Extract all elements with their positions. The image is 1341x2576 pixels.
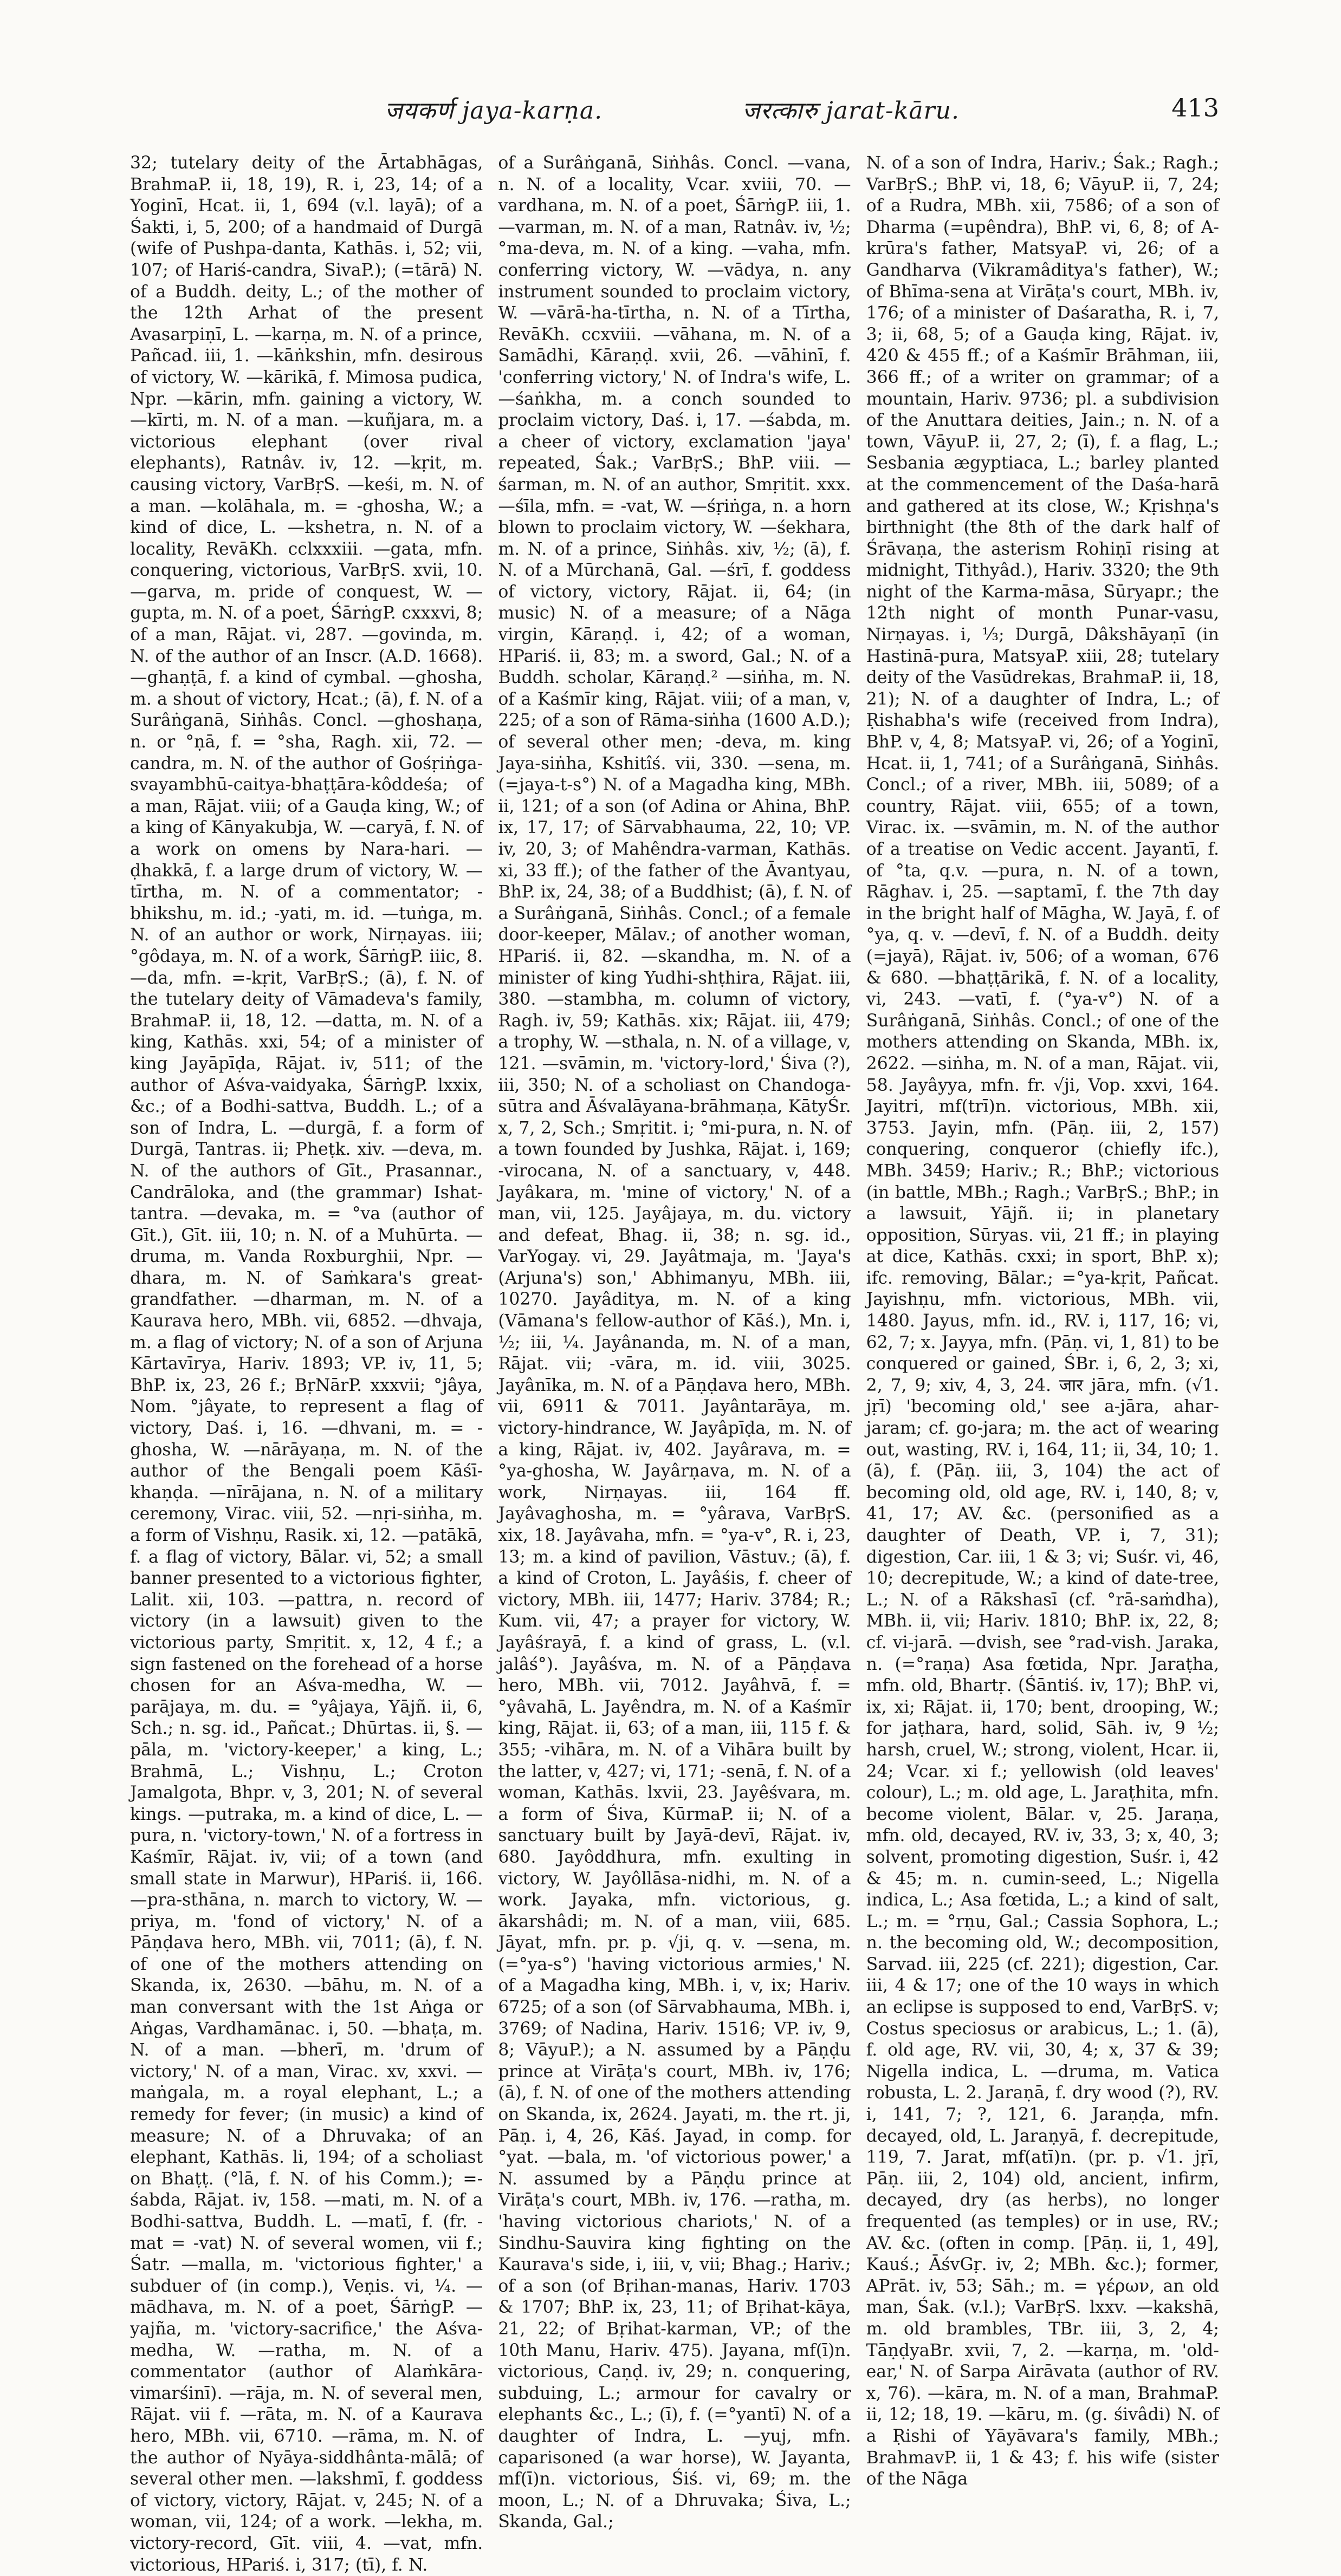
column-text: of a Surâṅganā, Siṅhâs. Concl. —vana, n. N. of a locality, Vcar. xviii, 70. —vardhana, m. N. of a poet, ŚārṅgP. iii, 1. —varman, m. N. of a man, Ratnâv. iv, ½; °ma-deva, m. N. of a king. —vaha, mfn. conferring victory, W. —vādya, n. any instrument sounded to proclaim victory, W. —vārā-ha-tīrtha, n. N. of a Tīrtha, RevāKh. ccxviii. —vāhana, m. N. of a Samādhi, Kāraṇḍ. xvii, 26. —vāhinī, f. 'conferring victory,' N. of Indra's wife, L. —śaṅkha, m. a conch sounded to proclaim victory, Daś. i, 17. —śabda, m. a cheer of victory, exclamation 'jaya' repeated, Śak.; VarBṛS.; BhP. viii. —śarman, m. N. of an author, Smṛitit. xxx. —śīla, mfn. = -vat, W. —śṛiṅga, n. a horn blown to proclaim victory, W. —śekhara, m. N. of a prince, Siṅhâs. xiv, ½; (ā), f. N. of a Mūrchanā, Gal. —śrī, f. goddess of victory, victory, Rājat. ii, 64; (in music) N. of a measure; of a Nāga virgin, Kāraṇḍ. i, 42; of a woman, HPariś. ii, 83; m. a sword, Gal.; N. of a Buddh. scholar, Kāraṇḍ.² —siṅha, m. N. of a Kaśmīr king, Rājat. viii; of a man, v, 225; of a son of Rāma-siṅha (1600 A.D.); of several other men; -deva, m. king Jaya-siṅha, Kshitîś. vii, 330. —sena, m. (=jaya-t-s°) N. of a Magadha king, MBh. ii, 121; of a son (of Adina or Ahina, BhP. ix, 17, 17; of Sārvabhauma, 22, 10; VP. iv, 20, 3; of Mahêndra-varman, Kathās. xi, 33 ff.); of the father of the Āvantyau, BhP. ix, 24, 38; of a Buddhist; (ā), f. N. of a Surâṅganā, Siṅhâs. Concl.; of a female door-keeper, Mālav.; of another woman, HPariś. ii, 82. —skandha, m. N. of a minister of king Yudhi-shṭhira, Rājat. iii, 380. —stambha, m. column of victory, Ragh. iv, 59; Kathās. xix; Rājat. iii, 479; a trophy, W. —sthala, n. N. of a village, v, 121. —svāmin, m. 'victory-lord,' Śiva (?), iii, 350; N. of a scholiast on Chandoga-sūtra and Āśvalāyana-brāhmaṇa, KātyŚr. x, 7, 2, Sch.; Smṛitit. i; °mi-pura, n. N. of a town founded by Jushka, Rājat. i, 169; -virocana, N. of a sanctuary, v, 448. Jayâkara, m. 'mine of victory,' N. of a man, vii, 125. Jayâjaya, m. du. victory and defeat, Bhag. ii, 38; n. sg. id., VarYogay. vi, 29. Jayâtmaja, m. 'Jaya's (Arjuna's) son,' Abhimanyu, MBh. iii, 10270. Jayâditya, m. N. of a king (Vāmana's fellow-author of Kāś.), Mn. i, ½; iii, ¼. Jayânanda, m. N. of a man, Rājat. vii; -vāra, m. id. viii, 3025. Jayânīka, m. N. of a Pāṇḍava hero, MBh. vii, 6911 & 7011. Jayântarāya, m. victory-hindrance, W. Jayâpīḍa, m. N. of a king, Rājat. iv, 402. Jayârava, m. = °ya-ghosha, W. Jayârṇava, m. N. of a work, Nirṇayas. iii, 164 ff. Jayâvaghosha, m. = °yârava, VarBṛS. xix, 18. Jayâvaha, mfn. = °ya-v°, R. i, 23, 13; m. a kind of pavilion, Vāstuv.; (ā), f. a kind of Croton, L. Jayâśis, f. cheer of victory, MBh. iii, 1477; Hariv. 3784; R.; Kum. vii, 47; a prayer for victory, W. Jayâśrayā, f. a kind of grass, L. (v.l. jalâś°). Jayâśva, m. N. of a Pāṇḍava hero, MBh. vii, 7012. Jayâhvā, f. = °yâvahā, L. Jayêndra, m. N. of a Kaśmīr king, Rājat. ii, 63; of a man, iii, 115 f. & 355; -vihāra, m. N. of a Vihāra built by the latter, v, 427; vi, 171; -senā, f. N. of a woman, Kathās. lxvii, 23. Jayêśvara, m. a form of Śiva, KūrmaP. ii; N. of a sanctuary built by Jayā-devī, Rājat. iv, 680. Jayôddhura, mfn. exulting in victory, W. Jayôllāsa-nidhi, m. N. of a work. Jayaka, mfn. victorious, g. ākarshâdi; m. N. of a man, viii, 685. Jāyat, mfn. pr. p. √ji, q. v. —sena, m. (=°ya-s°) 'having victorious armies,' N. of a Magadha king, MBh. i, v, ix; Hariv. 6725; of a son (of Sārvabhauma, MBh. i, 3769; of Nadina, Hariv. 1516; VP. iv, 9, 8; VāyuP.); a N. assumed by a Pāṇḍu prince at Virāṭa's court, MBh. iv, 176; (ā), f. N. of one of the mothers attending on Skanda, ix, 2624. Jayati, m. the rt. ji, Pāṇ. i, 4, 26, Kāś. Jayad, in comp. for °yat. —bala, m. 'of victorious power,' a N. assumed by a Pāṇḍu prince at Virāṭa's court, MBh. iv, 176. —ratha, m. 'having victorious chariots,' N. of a Sindhu-Sauvira king fighting on the Kaurava's side, i, iii, v, vii; Bhag.; Hariv.; of a son (of Bṛihan-manas, Hariv. 1703 & 1707; BhP. ix, 23, 11; of Bṛihat-kāya, 21, 22; of Bṛihat-karman, VP.; of the 10th Manu, Hariv. 475). Jayana, mf(ī)n. victorious, Caṇḍ. iv, 29; n. conquering, subduing, L.; armour for cavalry or elephants &c., L.; (ī), f. (=°yantī) N. of a daughter of Indra, L. —yuj, mfn. caparisoned (a war horse), W. Jayanta, mf(ī)n. victorious, Śiś. vi, 69; m. the moon, L.; N. of a Dhruvaka; Śiva, L.; Skanda, Gal.; [498,153,851,2532]
text-columns [130,153,1219,2575]
column-right [866,153,1219,2489]
column-left [130,153,483,2575]
page-number: 413 [1171,93,1219,122]
column-text: N. of a son of Indra, Hariv.; Śak.; Ragh.; VarBṛS.; BhP. vi, 18, 6; VāyuP. ii, 7, 24; of a Rudra, MBh. xii, 7586; of a son of Dharma (=upêndra), BhP. vi, 6, 8; of A-krūra's father, MatsyaP. vi, 26; of a Gandharva (Vikramâditya's father), W.; of Bhīma-sena at Virāṭa's court, MBh. iv, 176; of a minister of Daśaratha, R. i, 7, 3; ii, 68, 5; of a Gauḍa king, Rājat. iv, 420 & 455 ff.; of a Kaśmīr Brāhman, iii, 366 ff.; of a writer on grammar; of a mountain, Hariv. 9736; pl. a subdivision of the Anuttara deities, Jain.; n. N. of a town, VāyuP. ii, 27, 2; (ī), f. a flag, L.; Sesbania ægyptiaca, L.; barley planted at the commencement of the Daśa-harā and gathered at its close, W.; Kṛishṇa's birthnight (the 8th of the dark half of Śrāvaṇa, the asterism Rohiṇī rising at midnight, Tithyâd.), Hariv. 3320; the 9th night of the Karma-māsa, Sūryapr.; the 12th night of month Punar-vasu, Nirṇayas. i, ⅓; Durgā, Dâkshāyaṇī (in Hastinā-pura, MatsyaP. xiii, 28; tutelary deity of the Vasūdrekas, BrahmaP. ii, 18, 21); N. of a daughter of Indra, L.; of Ṛishabha's wife (received from Indra), BhP. v, 4, 8; MatsyaP. vi, 26; of a Yoginī, Hcat. ii, 1, 741; of a Surâṅganā, Siṅhâs. Concl.; of a river, MBh. iii, 5089; of a country, Rājat. viii, 655; of a town, Virac. ix. —svāmin, m. N. of the author of a treatise on Vedic accent. Jayantī, f. of °ta, q.v. —pura, n. N. of a town, Rāghav. i, 25. —saptamī, f. the 7th day in the bright half of Māgha, W. Jayā, f. of °ya, q. v. —devī, f. N. of a Buddh. deity (=jayā), Rājat. iv, 506; of a woman, 676 & 680. —bhaṭṭārikā, f. N. of a locality, vi, 243. —vatī, f. (°ya-v°) N. of a Surâṅganā, Siṅhâs. Concl.; of one of the mothers attending on Skanda, MBh. ix, 2622. —siṅha, m. N. of a man, Rājat. vii, 58. Jayâyya, mfn. fr. √ji, Vop. xxvi, 164. Jayitri, mf(trī)n. victorious, MBh. xii, 3753. Jayin, mfn. (Pāṇ. iii, 2, 157) conquering, conqueror (chiefly ifc.), MBh. 3459; Hariv.; R.; BhP.; victorious (in battle, MBh.; Ragh.; VarBṛS.; BhP.; in a lawsuit, Yājñ. ii; in planetary opposition, Sūryas. vii, 21 ff.; in playing at dice, Kathās. cxxi; in sport, BhP. x); ifc. removing, Bālar.; =°ya-kṛit, Pañcat. Jayishṇu, mfn. victorious, MBh. vii, 1480. Jayus, mfn. id., RV. i, 117, 16; vi, 62, 7; x. Jayya, mfn. (Pāṇ. vi, 1, 81) to be conquered or gained, ŚBr. i, 6, 2, 3; xi, 2, 7, 9; xiv, 4, 3, 24. जार jāra, mfn. (√1. jṛī) 'becoming old,' see a-jāra, ahar-jaram; cf. go-jara; m. the act of wearing out, wasting, RV. i, 164, 11; ii, 34, 10; 1. (ā), f. (Pāṇ. iii, 3, 104) the act of becoming old, old age, RV. i, 140, 8; v, 41, 17; AV. &c. (personified as a daughter of Death, VP. i, 7, 31); digestion, Car. iii, 1 & 3; vi; Suśr. vi, 46, 10; decrepitude, W.; a kind of date-tree, L.; N. of a Rākshasī (cf. °rā-saṁdha), MBh. ii, vii; Hariv. 1810; BhP. ix, 22, 8; cf. vi-jarā. —dvish, see °rad-vish. Jaraka, n. (=°raṇa) Asa fœtida, Npr. Jaraṭha, mfn. old, Bhartṛ. (Śāntiś. iv, 17); BhP. vi, ix, xi; Rājat. ii, 170; bent, drooping, W.; for jaṭhara, hard, solid, Sāh. iv, 9 ½; harsh, cruel, W.; strong, violent, Hcar. ii, 24; Vcar. xi f.; yellowish (old leaves' colour), L.; m. old age, L. Jaraṭhita, mfn. become violent, Bālar. v, 25. Jaraṇa, mfn. old, decayed, RV. iv, 33, 3; x, 40, 3; solvent, promoting digestion, Suśr. i, 42 & 45; m. n. cumin-seed, L.; Nigella indica, L.; Asa fœtida, L.; a kind of salt, L.; m. = °rṇu, Gal.; Cassia Sophora, L.; n. the becoming old, W.; decomposition, Sarvad. iii, 225 (cf. 221); digestion, Car. iii, 4 & 17; one of the 10 ways in which an eclipse is supposed to end, VarBṛS. v; Costus speciosus or arabicus, L.; 1. (ā), f. old age, RV. vii, 30, 4; x, 37 & 39; Nigella indica, L. —druma, m. Vatica robusta, L. 2. Jaraṇā, f. dry wood (?), RV. i, 141, 7; ?, 121, 6. Jaraṇḍa, mfn. decayed, old, L. Jaraṇyā, f. decrepitude, 119, 7. Jarat, mf(atī)n. (pr. p. √1. jṛī, Pāṇ. iii, 2, 104) old, ancient, infirm, decayed, dry (as herbs), no longer frequented (as temples) or in use, RV.; AV. &c. (often in comp. [Pāṇ. ii, 1, 49], Kauś.; ĀśvGṛ. iv, 2; MBh. &c.); former, APrāt. iv, 53; Sāh.; m. = γέρων, an old man, Śak. (v.l.); VarBṛS. lxxv. —kakshā, m. old brambles, TBr. iii, 3, 2, 4; TāṇḍyaBr. xvii, 7, 2. —karṇa, m. 'old-ear,' N. of Sarpa Airāvata (author of RV. x, 76). —kāra, m. N. of a man, BrahmaP. ii, 12; 18, 19. —kāru, m. (g. śivâdi) N. of a Ṛishi of Yāyāvara's family, MBh.; BrahmavP. ii, 1 & 43; f. his wife (sister of the Nāga [866,153,1219,2489]
right-running-headword: जरत्कारु jarat-kāru. [742,97,960,125]
column-middle [498,153,851,2532]
running-header [130,81,1219,135]
left-running-headword: जयकर्ण jaya-karṇa. [385,97,603,125]
column-text: 32; tutelary deity of the Ārtabhāgas, BrahmaP. ii, 18, 19), R. i, 23, 14; of a Yoginī, Hcat. ii, 1, 694 (v.l. layā); of a Śakti, i, 5, 200; of a handmaid of Durgā (wife of Pushpa-danta, Kathās. i, 52; vii, 107; of Hariś-candra, SivaP.); (=tārā) N. of a Buddh. deity, L.; of the mother of the 12th Arhat of the present Avasarpiṇī, L. —karṇa, m. N. of a prince, Pañcad. iii, 1. —kāṅkshin, mfn. desirous of victory, W. —kārikā, f. Mimosa pudica, Npr. —kārin, mfn. gaining a victory, W. —kīrti, m. N. of a man. —kuñjara, m. a victorious elephant (over rival elephants), Ratnâv. iv, 12. —kṛit, m. causing victory, VarBṛS. —keśi, m. N. of a man. —kolāhala, m. = -ghosha, W.; a kind of dice, L. —kshetra, n. N. of a locality, RevāKh. cclxxxiii. —gata, mfn. conquering, victorious, VarBṛS. xvii, 10. —garva, m. pride of conquest, W. —gupta, m. N. of a poet, ŚārṅgP. cxxxvi, 8; of a man, Rājat. vi, 287. —govinda, m. N. of the author of an Inscr. (A.D. 1668). —ghaṇṭā, f. a kind of cymbal. —ghosha, m. a shout of victory, Hcat.; (ā), f. N. of a Surâṅganā, Siṅhâs. Concl. —ghoshaṇa, n. or °ṇā, f. = °sha, Ragh. xii, 72. —candra, m. N. of the author of Gośṛiṅga-svayambhū-caitya-bhaṭṭāra-kôddeśa; of a man, Rājat. viii; of a Gauḍa king, W.; of a king of Kānyakubja, W. —caryā, f. N. of a work on omens by Nara-hari. —ḍhakkā, f. a large drum of victory, W. —tīrtha, m. N. of a commentator; -bhikshu, m. id.; -yati, m. id. —tuṅga, m. N. of an author or work, Nirṇayas. iii; °gôdaya, m. N. of a work, ŚārṅgP. iiic, 8. —da, mfn. =-kṛit, VarBṛS.; (ā), f. N. of the tutelary deity of Vāmadeva's family, BrahmaP. ii, 18, 12. —datta, m. N. of a king, Kathās. xxi, 54; of a minister of king Jayāpīḍa, Rājat. iv, 511; of the author of Aśva-vaidyaka, ŚārṅgP. lxxix, &c.; of a Bodhi-sattva, Buddh. L.; of a son of Indra, L. —durgā, f. a form of Durgā, Tantras. ii; Pheṭk. xiv. —deva, m. N. of the authors of Gīt., Prasannar., Candrāloka, and (the grammar) Ishat-tantra. —devaka, m. = °va (author of Gīt.), Gīt. iii, 10; n. N. of a Muhūrta. —druma, m. Vanda Roxburghii, Npr. —dhara, m. N. of Saṁkara's great-grandfather. —dharman, m. N. of a Kaurava hero, MBh. vii, 6852. —dhvaja, m. a flag of victory; N. of a son of Arjuna Kārtavīrya, Hariv. 1893; VP. iv, 11, 5; BhP. ix, 23, 26 f.; BṛNārP. xxxvii; °jâya, Nom. °jâyate, to represent a flag of victory, Daś. i, 16. —dhvani, m. = -ghosha, W. —nārāyaṇa, m. N. of the author of the Bengali poem Kāśī-khaṇḍa. —nīrājana, n. N. of a military ceremony, Virac. viii, 52. —nṛi-siṅha, m. a form of Vishṇu, Rasik. xi, 12. —patākā, f. a flag of victory, Bālar. vi, 52; a small banner presented to a victorious fighter, Lalit. xii, 103. —pattra, n. record of victory (in a lawsuit) given to the victorious party, Smṛitit. x, 12, 4 f.; a sign fastened on the forehead of a horse chosen for an Aśva-medha, W. —parājaya, m. du. = °yâjaya, Yājñ. ii, 6, Sch.; n. sg. id., Pañcat.; Dhūrtas. ii, §. —pāla, m. 'victory-keeper,' a king, L.; Brahmā, L.; Vishṇu, L.; Croton Jamalgota, Bhpr. v, 3, 201; N. of several kings. —putraka, m. a kind of dice, L. —pura, n. 'victory-town,' N. of a fortress in Kaśmīr, Rājat. iv, vii; of a town (and small state in Marwur), HPariś. ii, 166. —pra-sthāna, n. march to victory, W. —priya, m. 'fond of victory,' N. of a Pāṇḍava hero, MBh. vii, 7011; (ā), f. N. of one of the mothers attending on Skanda, ix, 2630. —bāhu, m. N. of a man conversant with the 1st Aṅga or Aṅgas, Vardhamānac. i, 50. —bhaṭa, m. N. of a man. —bherī, m. 'drum of victory,' N. of a man, Virac. xv, xxvi. —maṅgala, m. a royal elephant, L.; a remedy for fever; (in music) a kind of measure; N. of a Dhruvaka; of an elephant, Kathās. li, 194; of a scholiast on Bhaṭṭ. (°lā, f. N. of his Comm.); =-śabda, Rājat. iv, 158. —mati, m. N. of a Bodhi-sattva, Buddh. L. —matī, f. (fr. -mat = -vat) N. of several women, vii f.; Śatr. —malla, m. 'victorious fighter,' a subduer of (in comp.), Veṇis. vi, ¼. —mādhava, m. N. of a poet, ŚārṅgP. —yajña, m. 'victory-sacrifice,' the Aśva-medha, W. —ratha, m. N. of a commentator (author of Alaṁkāra-vimarśinī). —rāja, m. N. of several men, Rājat. vii f. —rāta, m. N. of a Kaurava hero, MBh. vii, 6710. —rāma, m. N. of the author of Nyāya-siddhânta-mālā; of several other men. —lakshmī, f. goddess of victory, victory, Rājat. v, 245; N. of a woman, vii, 124; of a work. —lekha, m. victory-record, Gīt. viii, 4. —vat, mfn. victorious, HPariś. i, 317; (tī), f. N. [130,153,483,2575]
